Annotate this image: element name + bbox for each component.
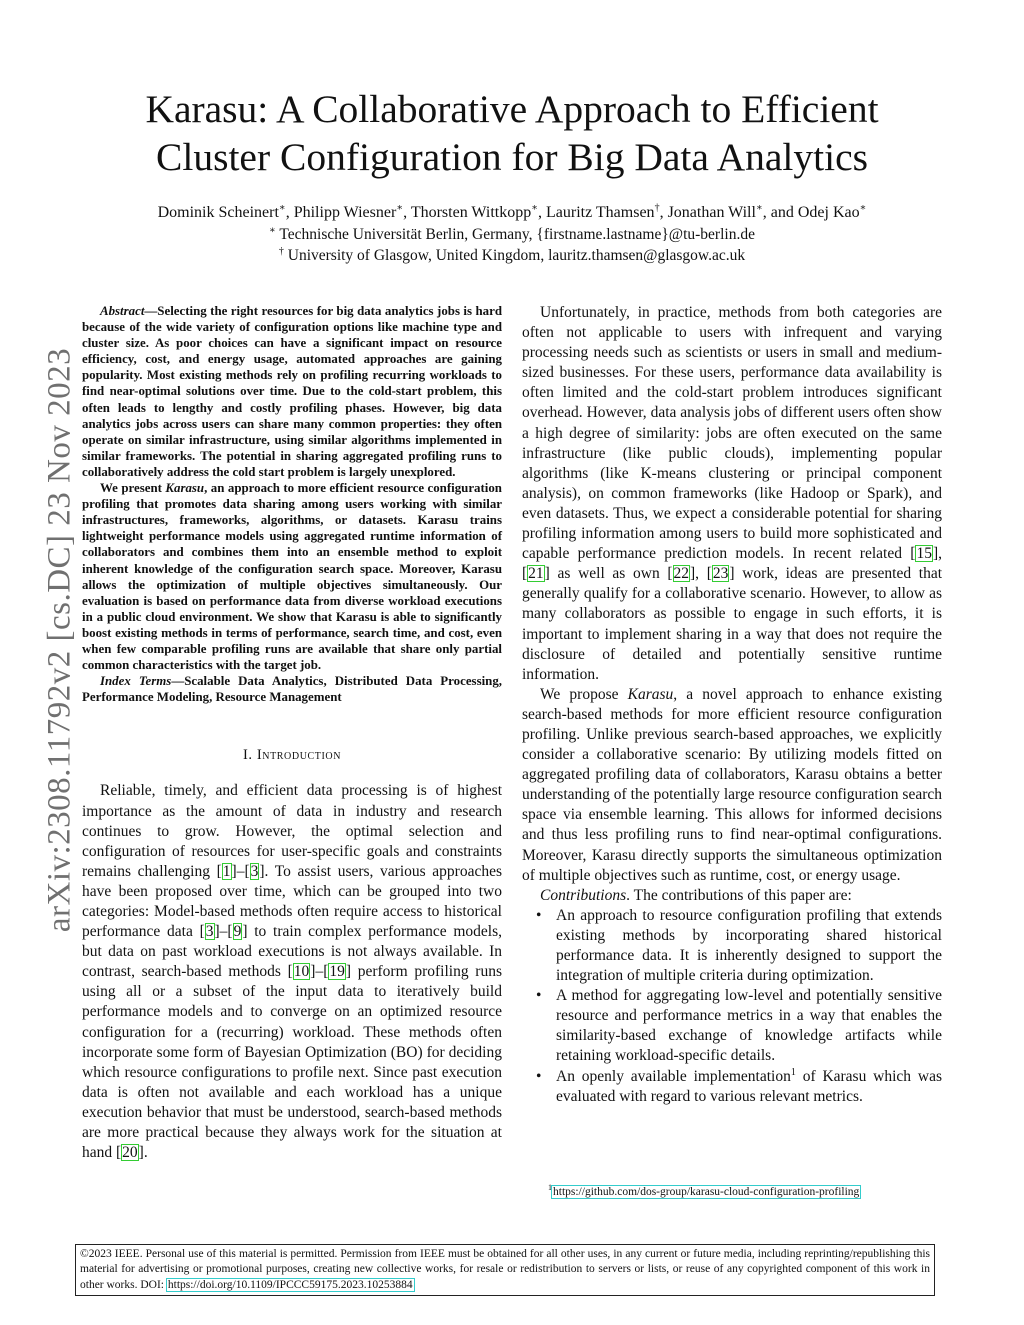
affiliation-mark: ∗ xyxy=(859,202,867,214)
affiliation-mark: ∗ xyxy=(755,202,763,214)
copyright-text: ©2023 IEEE. Personal use of this material is permitted. Permission from IEEE must be obtained for all other uses, in any current or future media, including reprinting/republishing this material for advertising or promotional purposes, creating new collective works, for resale or redistribution to servers or lists, or reuse of any copyrighted component of this work in other works. DOI: xyxy=(80,1248,930,1291)
abstract-text: We present xyxy=(100,481,166,496)
left-column xyxy=(82,303,502,1163)
footnote-number: 1 xyxy=(548,1183,552,1193)
intro-paragraph-1 xyxy=(82,781,502,1163)
footnote xyxy=(548,1183,860,1198)
paragraph-text: ]. xyxy=(138,1144,148,1162)
affiliation-mark: ∗ xyxy=(278,202,286,214)
abstract-paragraph xyxy=(82,303,502,480)
title-line-1: Karasu: A Collaborative Approach to Efficient xyxy=(145,87,879,131)
section-heading: I. Introduction xyxy=(242,747,342,764)
list-item-text: An approach to resource configuration profiling that extends existing methods by incorporating shared historical performance data. It is inherently designed to support the integration of multiple criteria during optimization. xyxy=(556,906,942,985)
citation-link[interactable]: 3 xyxy=(205,923,214,941)
intro-paragraph-3 xyxy=(522,685,942,886)
paragraph-text: ]–[ xyxy=(214,923,233,941)
abstract-label: Abstract xyxy=(100,304,145,318)
affiliation-text: Technische Universität Berlin, Germany, {firstname.lastname}@tu-berlin.de xyxy=(275,226,755,243)
footnote-link[interactable]: https://github.com/dos-group/karasu-cloud-configuration-profiling xyxy=(553,1186,860,1198)
affiliation-mark: ∗ xyxy=(269,224,276,236)
abstract-text: —Selecting the right resources for big data analytics jobs is hard because of the wide variety of configuration options like machine type and cluster size. As poor choices can have a significant impact on resource efficiency, cost, and energy usage, automated approaches are gaining popularity. Most existing methods rely on profiling recurring workloads to find near-optimal solutions over time. Due to the cold-start problem, this often leads to lengthy and costly profiling phases. However, big data analytics jobs across users can share many common properties: they often operate on similar infrastructure, using similar algorithms implemented in similar frameworks. The potential in sharing aggregated profiling runs to collaboratively address the cold start problem is largely unexplored. xyxy=(82,304,502,479)
list-item xyxy=(522,1067,942,1107)
author-name: , Thorsten Wittkopp xyxy=(403,204,532,221)
citation-link[interactable]: 22 xyxy=(673,565,690,583)
paragraph-text: ] work, ideas are presented that generally qualify for a collaborative scenario. However, to allow as many collaborators as possible to engage in such efforts, it is important to implement sharing in a way that does not require the disclosure of detailed and potentially sensitive runtime information. xyxy=(522,565,942,683)
abstract-text: , an approach to more efficient resource configuration profiling that promotes data sharing among users working with similar infrastructures, frameworks, algorithms, or datasets. Karasu trains lightweight performance models using aggregated runtime information of collaborators and combines them into an ensemble method to exploit inherent knowledge of the configuration search space. Moreover, Karasu allows the optimization of multiple objectives simultaneously. Our evaluation is based on performance data from diverse workload executions in a public cloud environment. We show that Karasu is able to significantly boost existing methods in terms of performance, search time, and cost, even when few comparable profiling runs are available that share only partial common characteristics with the target job. xyxy=(82,481,502,673)
paragraph-text: ] perform profiling runs using all or a subset of the input data to iteratively build performance models and to converge on an optimized resource configuration for a (recurring) workload. These methods often incorporate some form of Bayesian Optimization (BO) for deciding which resource configurations to profile next. Since past execution data is often not available and each workload has a unique execution behavior that must be understood, search-based methods are more practical because they always work for the situation at hand [ xyxy=(82,963,502,1162)
arxiv-identifier: arXiv:2308.11792v2 [cs.DC] 23 Nov 2023 xyxy=(41,347,78,933)
bullet-icon: • xyxy=(536,1067,542,1085)
affiliation-tu-berlin xyxy=(40,224,984,245)
paper-title xyxy=(60,85,964,181)
index-terms xyxy=(82,673,502,705)
karasu-emphasis: Karasu xyxy=(627,685,674,703)
paragraph-text: ] to train complex performance models, but data on past workload executions is not always available. In contrast, search-based methods [ xyxy=(82,923,502,981)
paragraph-text: . The contributions of this paper are: xyxy=(626,886,852,904)
paragraph-text: ] as well as own [ xyxy=(544,565,673,583)
affiliation-mark: † xyxy=(654,202,660,214)
paragraph-text: ], [ xyxy=(690,565,712,583)
affiliation-mark: † xyxy=(278,245,284,257)
affiliation-mark: ∗ xyxy=(531,202,538,214)
karasu-emphasis: Karasu xyxy=(165,481,205,496)
intro-paragraph-2 xyxy=(522,303,942,685)
citation-link[interactable]: 15 xyxy=(916,545,932,563)
paragraph-text: ]–[ xyxy=(231,862,250,880)
contributions-label: Contributions xyxy=(540,886,627,904)
paragraph-text: , a novel approach to enhance existing search-based methods for more efficient resource configuration profiling. Unlike previous search-based approaches, we explicitly consider a collaborative scenario: By utilizing models fitted on aggregated profiling data of collaborators, Karasu obtains a better understanding of the potentially large resource configuration search space via ensemble learning. This allows for informed decisions and thus less profiling runs to find near-optimal configurations. Moreover, Karasu directly supports the simultaneous optimization of multiple objectives such as runtime, cost, or energy usage. xyxy=(522,685,942,884)
paragraph-text: ]. To assist users, various approaches have been proposed over time, which can be grouped into two categories: Model-based methods often require access to historical performance data [ xyxy=(82,862,502,941)
paragraph-text: Unfortunately, in practice, methods from both categories are often not applicable to users with infrequent and varying processing needs such as scientists or users in small and medium-sized businesses. For these users, performance data availability is often limited and the cold-start problem introduces significant overhead. However, data analysis jobs of different users often show a high degree of similarity: jobs are often executed on the same infrastructure (like public clouds), implementing popular algorithms (like K-means clustering or principal component analysis), on common frameworks (like Hadoop or Spark), and even datasets. Thus, we expect a considerable potential for sharing profiling information among users to build more sophisticated and capable performance prediction models. In recent related [ xyxy=(522,304,942,563)
index-terms-text: —Scalable Data Analytics, Distributed Data Processing, Performance Modeling, Resource Management xyxy=(82,674,502,705)
contributions-list xyxy=(522,906,942,1107)
title-line-2: Cluster Configuration for Big Data Analytics xyxy=(156,135,868,179)
author-list xyxy=(40,202,984,224)
paragraph-text: Reliable, timely, and efficient data processing is of highest importance as the amount of data in industry and research continues to grow. However, the optimal selection and configuration of resources for user-specific goals and constraints remains challenging [ xyxy=(82,782,502,880)
footnote-marker[interactable]: 1 xyxy=(790,1066,796,1078)
citation-link[interactable]: 20 xyxy=(122,1144,138,1162)
list-item xyxy=(522,986,942,1066)
right-column xyxy=(522,303,942,1107)
affiliation-mark: ∗ xyxy=(396,202,404,214)
author-block xyxy=(40,202,984,266)
bullet-icon: • xyxy=(536,906,542,924)
citation-link[interactable]: 21 xyxy=(528,565,544,583)
citation-link[interactable]: 1 xyxy=(222,862,231,880)
author-name: , and Odej Kao xyxy=(762,204,860,221)
contributions-intro xyxy=(522,886,942,906)
author-name: Dominik Scheinert xyxy=(157,204,279,221)
author-name: , Philipp Wiesner xyxy=(285,204,397,221)
copyright-notice xyxy=(75,1244,935,1296)
author-name: , Lauritz Thamsen xyxy=(538,204,655,221)
author-name: , Jonathan Will xyxy=(659,204,756,221)
affiliation-text: University of Glasgow, United Kingdom, lauritz.thamsen@glasgow.ac.uk xyxy=(283,247,746,264)
citation-link[interactable]: 3 xyxy=(250,862,259,880)
list-item-text: of Karasu which was evaluated with regard to various relevant metrics. xyxy=(556,1067,942,1105)
citation-link[interactable]: 23 xyxy=(712,565,729,583)
abstract-paragraph-2 xyxy=(82,480,502,673)
citation-link[interactable]: 9 xyxy=(233,923,242,941)
list-item xyxy=(522,906,942,986)
list-item-text: An openly available implementation xyxy=(556,1067,791,1085)
index-terms-label: Index Terms xyxy=(100,674,172,689)
affiliation-glasgow xyxy=(40,245,984,266)
paragraph-text: ], [ xyxy=(522,545,942,583)
citation-link[interactable]: 19 xyxy=(329,963,345,981)
bullet-icon: • xyxy=(536,987,542,1005)
paragraph-text: We propose xyxy=(540,685,628,703)
paragraph-text: ]–[ xyxy=(310,963,329,981)
list-item-text: A method for aggregating low-level and potentially sensitive resource and performance metrics in a way that enables the similarity-based exchange of knowledge artifacts while retaining workload-specific details. xyxy=(556,987,942,1065)
doi-link[interactable]: https://doi.org/10.1109/IPCCC59175.2023.10253884 xyxy=(167,1278,413,1291)
citation-link[interactable]: 10 xyxy=(293,963,310,981)
